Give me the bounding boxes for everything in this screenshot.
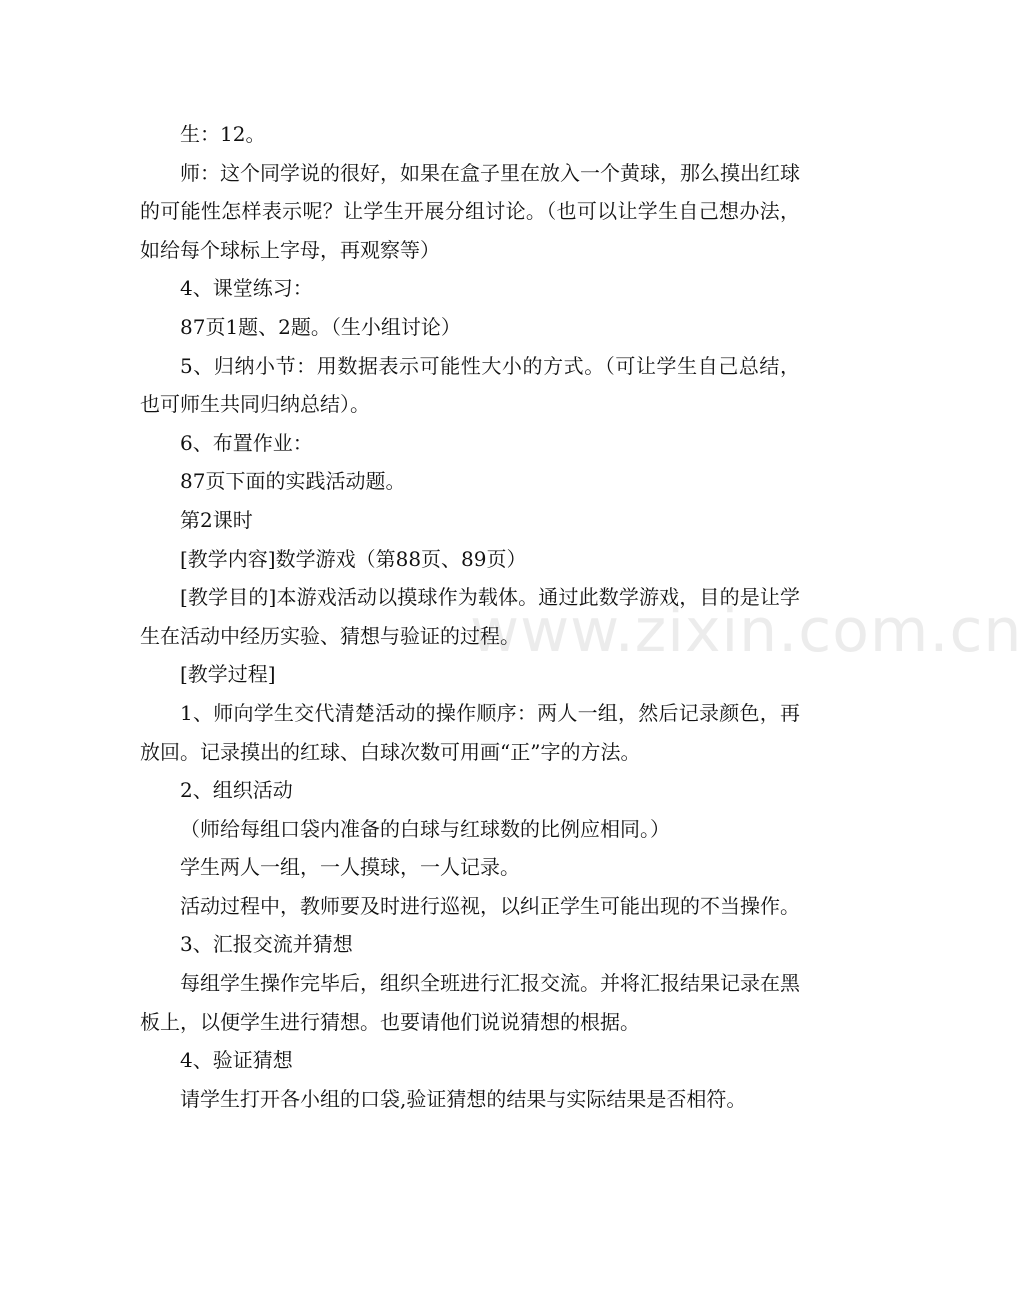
watermark: www.zixin.com.cn: [470, 596, 1022, 666]
paragraph: 2、组织活动: [180, 778, 293, 803]
paragraph: 1、师向学生交代清楚活动的操作顺序：两人一组，然后记录颜色，再放回。记录摸出的红球、白球次数可用画“正”字的方法。: [140, 700, 800, 764]
paragraph: 请学生打开各小组的口袋,验证猜想的结果与实际结果是否相符。: [180, 1086, 747, 1111]
paragraph: （师给每组口袋内准备的白球与红球数的比例应相同。）: [180, 816, 670, 841]
paragraph: 5、归纳小节：用数据表示可能性大小的方式。（可让学生自己总结，也可师生共同归纳总结）。: [140, 353, 800, 417]
document-body: [140, 115, 800, 1118]
paragraph: 学生两人一组，一人摸球，一人记录。: [180, 855, 520, 880]
paragraph: [教学过程]: [180, 662, 276, 687]
paragraph: 活动过程中，教师要及时进行巡视，以纠正学生可能出现的不当操作。: [180, 893, 800, 918]
paragraph: 每组学生操作完毕后，组织全班进行汇报交流。并将汇报结果记录在黑板上，以便学生进行猜想。也要请他们说说猜想的根据。: [140, 971, 800, 1034]
paragraph: [教学内容]数学游戏（第88页、89页）: [180, 546, 527, 571]
paragraph: [教学目的]本游戏活动以摸球作为载体。通过此数学游戏，目的是让学生在活动中经历实验、猜想与验证的过程。: [140, 585, 800, 648]
paragraph: 87页1题、2题。（生小组讨论）: [180, 314, 461, 339]
paragraph: 4、验证猜想: [180, 1048, 293, 1073]
paragraph: 师：这个同学说的很好，如果在盒子里在放入一个黄球，那么摸出红球的可能性怎样表示呢？让学生开展分组讨论。（也可以让学生自己想办法，如给每个球标上字母，再观察等）: [140, 160, 800, 262]
paragraph: 3、汇报交流并猜想: [180, 932, 353, 957]
paragraph: 87页下面的实践活动题。: [180, 469, 406, 494]
paragraph: 6、布置作业：: [180, 430, 313, 455]
paragraph: 生：12。: [180, 122, 266, 146]
paragraph: 4、课堂练习：: [180, 276, 313, 301]
section-heading: 第2课时: [180, 507, 253, 532]
